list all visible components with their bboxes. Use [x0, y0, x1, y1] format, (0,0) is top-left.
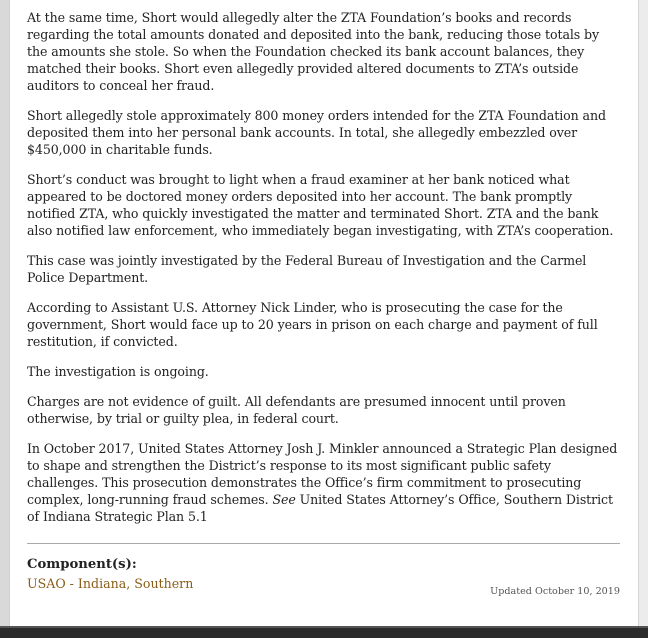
paragraph-8: [27, 440, 620, 525]
divider: [27, 543, 620, 544]
updated-date: Updated October 10, 2019: [490, 586, 620, 597]
page-scrollbar[interactable]: [638, 0, 648, 626]
footer-bar: [0, 626, 648, 638]
component-link[interactable]: USAO - Indiana, Southern: [27, 576, 194, 591]
paragraph-7: Charges are not evidence of guilt. All defendants are presumed innocent until proven otherwise, by trial or guilty plea, in federal court.: [27, 394, 566, 426]
paragraph-4: This case was jointly investigated by the Federal Bureau of Investigation and the Carmel Police Department.: [27, 253, 587, 285]
paragraph-8-tail: United States Attorney’s Office, Southern District of Indiana Strategic Plan 5.1: [27, 492, 613, 524]
see-italic: See: [272, 492, 296, 507]
paragraph-2: Short allegedly stole approximately 800 money orders intended for the ZTA Foundation and deposited them into her personal bank accounts. In total, she allegedly embezzled over $450,000 in charitable funds.: [27, 108, 606, 157]
paragraph-1: At the same time, Short would allegedly alter the ZTA Foundation’s books and records regarding the total amounts donated and deposited into the bank, reducing those totals by the amounts she stole. So when the Foundation checked its bank account balances, they matched their books. Short even allegedly provided altered documents to ZTA’s outside auditors to conceal her fraud.: [27, 10, 600, 93]
left-gutter: [0, 0, 10, 626]
component-heading: Component(s):: [27, 557, 137, 572]
paragraph-3: Short’s conduct was brought to light when a fraud examiner at her bank noticed what appeared to be doctored money orders deposited into her account. The bank promptly notified ZTA, who quickly investigated the matter and terminated Short. ZTA and the bank also notified law enforcement, who immediately began investigating, with ZTA’s cooperation.: [27, 172, 614, 238]
paragraph-6: The investigation is ongoing.: [27, 364, 209, 379]
paragraph-8-text: In October 2017, United States Attorney Josh J. Minkler announced a Strategic Plan designed to shape and strengthen the District’s response to its most significant public safety challenges. This prosecution demonstrates the Office’s firm commitment to prosecuting complex, long-running fraud schemes.: [27, 441, 618, 507]
article-body: [10, 0, 638, 626]
paragraph-5: According to Assistant U.S. Attorney Nick Linder, who is prosecuting the case for the government, Short would face up to 20 years in prison on each charge and payment of full restitution, if convicted.: [27, 300, 598, 349]
